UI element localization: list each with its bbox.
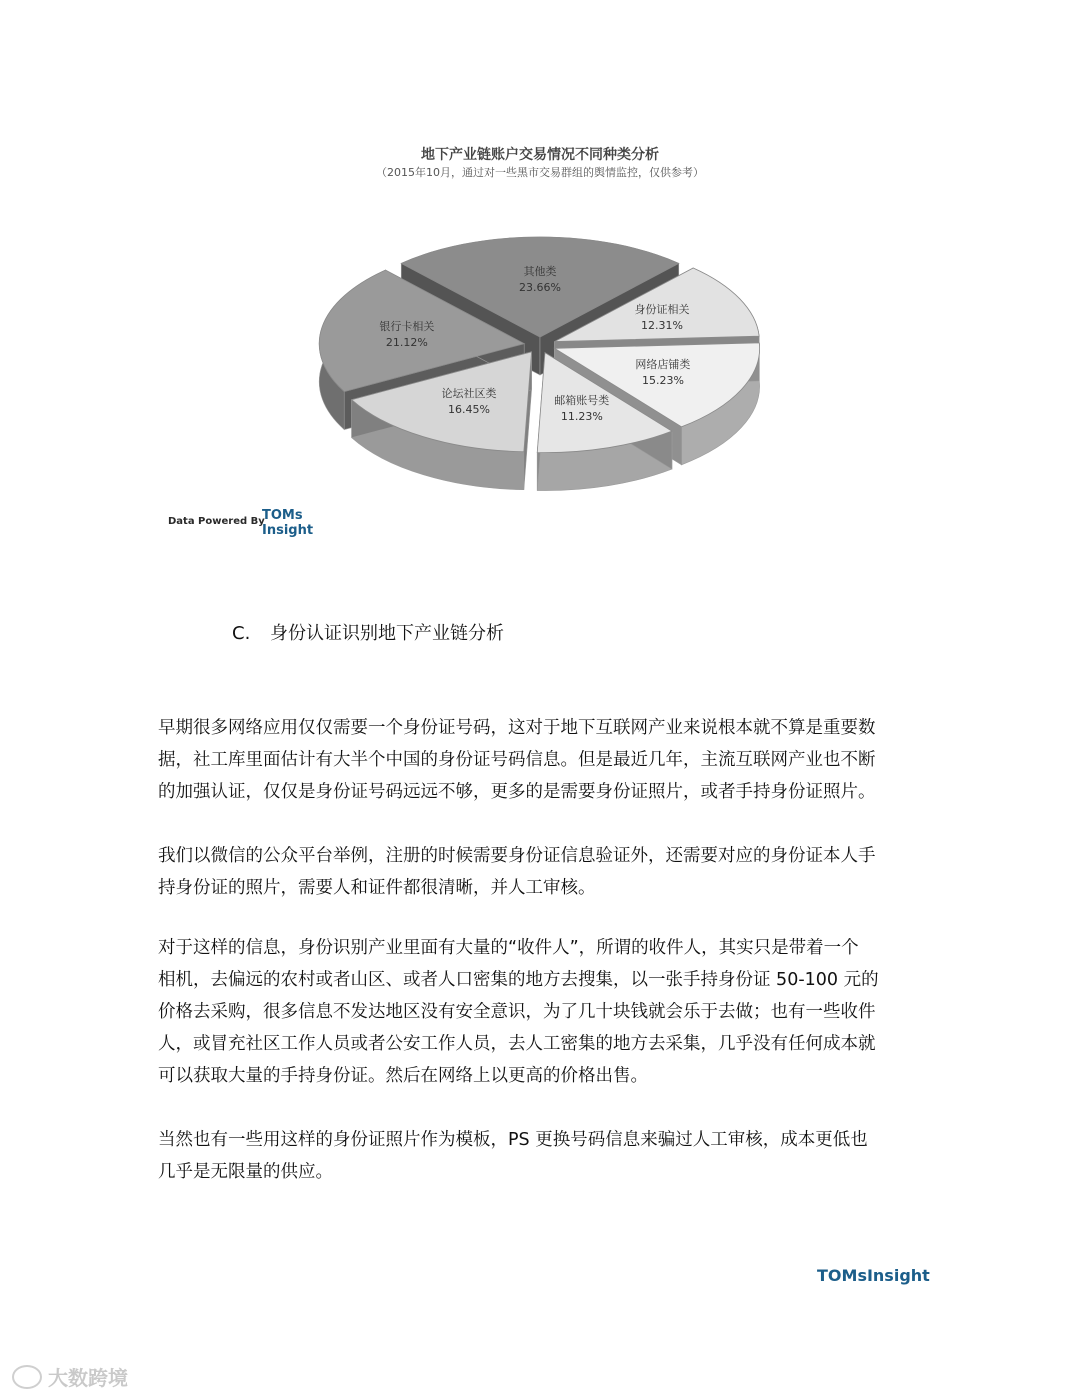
paragraph-2: 我们以微信的公众平台举例，注册的时候需要身份证信息验证外，还需要对应的身份证本人手 持身份证的照片，需要人和证件都很清晰，并人工审核。 — [158, 846, 876, 898]
paragraph-3: 对于这样的信息，身份识别产业里面有大量的“收件人”，所谓的收件人，其实只是带着一个 相机，去偏远的农村或者山区、或者人口密集的地方去搜集，以一张手持身份证 50-100 元的 价格去采购，很多信息不发达地区没有安全意识，为了几十块钱就会乐于去做；也有一些收件 人，或冒充社区工作人员或者公安工作人员，去人工密集的地方去采集，几乎没有任何成本就 可以获取大量的手持身份证。然后在网络上以更高的价格出售。 — [158, 938, 879, 1086]
watermark-text: 大数跨境 — [48, 1366, 128, 1390]
pie-label-2: 网络店铺类 — [635, 358, 691, 372]
section-heading — [232, 619, 504, 645]
pie-value-5: 21.12% — [385, 336, 428, 350]
pie-label-1: 身份证相关 — [634, 302, 690, 316]
footer-brand: TOMsInsight — [817, 1266, 930, 1285]
brand-line-1: TOMs — [262, 508, 303, 523]
watermark — [12, 1362, 128, 1391]
pie-value-2: 15.23% — [641, 374, 684, 388]
pie-chart — [300, 230, 780, 510]
data-powered-by-label: Data Powered By — [168, 516, 265, 527]
chart-subtitle: （2015年10月，通过对一些黑市交易群组的舆情监控，仅供参考） — [376, 166, 704, 179]
pie-value-3: 11.23% — [560, 409, 603, 423]
pie-label-0: 其他类 — [523, 265, 557, 278]
section-number: C. — [232, 623, 251, 644]
pie-label-3: 邮箱账号类 — [554, 393, 610, 407]
watermark-logo-icon — [12, 1365, 42, 1389]
pie-value-0: 23.66% — [519, 281, 561, 294]
chart-title: 地下产业链账户交易情况不同种类分析 — [421, 147, 659, 163]
pie-label-5: 银行卡相关 — [379, 320, 435, 334]
pie-value-1: 12.31% — [641, 318, 683, 332]
section-title: 身份认证识别地下产业链分析 — [270, 623, 504, 644]
pie-value-4: 16.45% — [447, 403, 490, 417]
brand-line-2: Insight — [262, 523, 314, 538]
pie-label-4: 论坛社区类 — [441, 387, 497, 401]
toms-insight-logo — [262, 508, 313, 538]
paragraph-1: 早期很多网络应用仅仅需要一个身份证号码，这对于地下互联网产业来说根本就不算是重要数 据，社工库里面估计有大半个中国的身份证号码信息。但是最近几年，主流互联网产业也不断 的加强认证，仅仅是身份证号码远远不够，更多的是需要身份证照片，或者手持身份证照片。 — [158, 718, 876, 802]
paragraph-4: 当然也有一些用这样的身份证照片作为模板，PS 更换号码信息来骗过人工审核，成本更低也 几乎是无限量的供应。 — [158, 1130, 868, 1182]
